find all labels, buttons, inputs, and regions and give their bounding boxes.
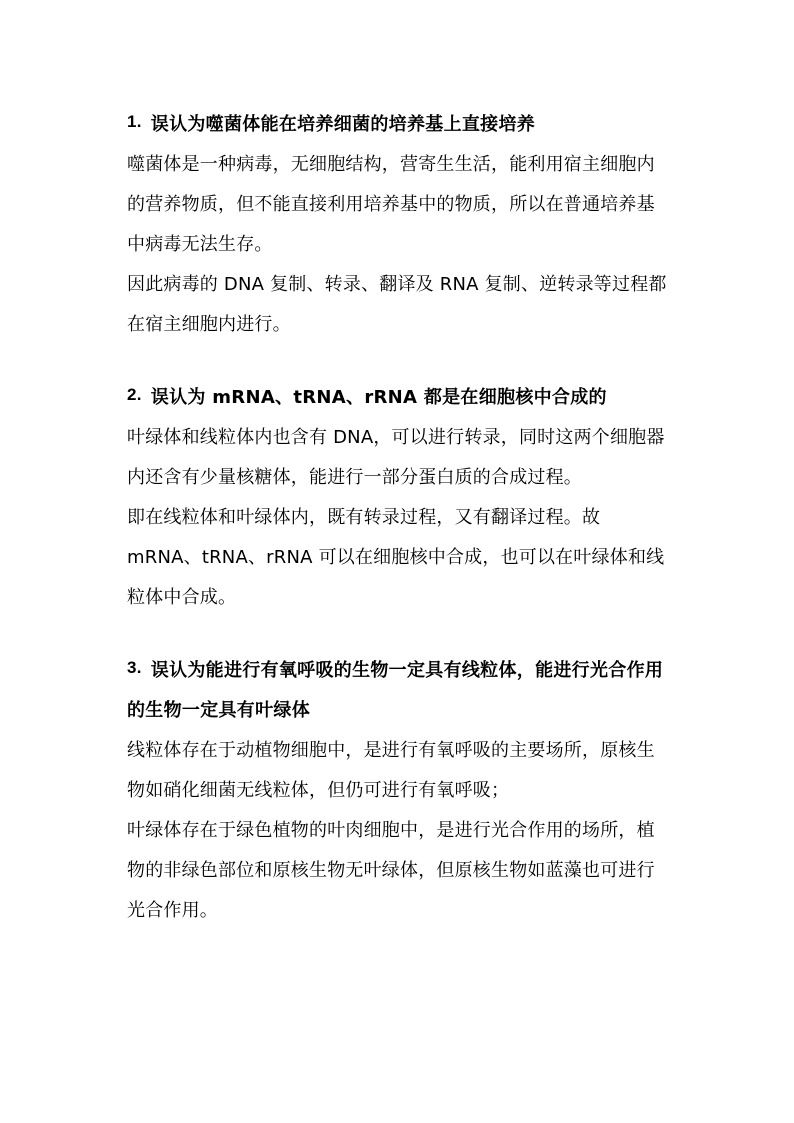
- section-3: [127, 648, 672, 931]
- section-heading: [127, 375, 672, 418]
- section-number: 1.: [127, 112, 142, 131]
- section-title: 误认为 mRNA、tRNA、rRNA 都是在细胞核中合成的: [150, 387, 607, 408]
- section-2: [127, 375, 672, 618]
- document-content: [127, 102, 672, 931]
- section-title: 误认为噬菌体能在培养细菌的培养基上直接培养: [150, 114, 536, 135]
- paragraph: 即在线粒体和叶绿体内，既有转录过程，又有翻译过程。故 mRNA、tRNA、rRNA 可以在细胞核中合成，也可以在叶绿体和线粒体中合成。: [127, 507, 665, 608]
- section-number: 3.: [127, 658, 142, 677]
- paragraph: 叶绿体和线粒体内也含有 DNA，可以进行转录，同时这两个细胞器内还含有少量核糖体，能进行一部分蛋白质的合成过程。: [127, 427, 665, 488]
- paragraph: 因此病毒的 DNA 复制、转录、翻译及 RNA 复制、逆转录等过程都在宿主细胞内进行。: [127, 274, 667, 335]
- paragraph: 噬菌体是一种病毒，无细胞结构，营寄生生活，能利用宿主细胞内的营养物质，但不能直接利用培养基中的物质，所以在普通培养基中病毒无法生存。: [127, 154, 655, 255]
- section-title: 误认为能进行有氧呼吸的生物一定具有线粒体，能进行光合作用的生物一定具有叶绿体: [127, 660, 664, 721]
- paragraph: 线粒体存在于动植物细胞中，是进行有氧呼吸的主要场所，原核生物如硝化细菌无线粒体，但仍可进行有氧呼吸；: [127, 740, 655, 801]
- section-1: [127, 102, 672, 345]
- section-heading: [127, 648, 672, 731]
- section-number: 2.: [127, 385, 142, 404]
- paragraph: 叶绿体存在于绿色植物的叶肉细胞中，是进行光合作用的场所，植物的非绿色部位和原核生物无叶绿体，但原核生物如蓝藻也可进行光合作用。: [127, 820, 655, 921]
- section-heading: [127, 102, 672, 145]
